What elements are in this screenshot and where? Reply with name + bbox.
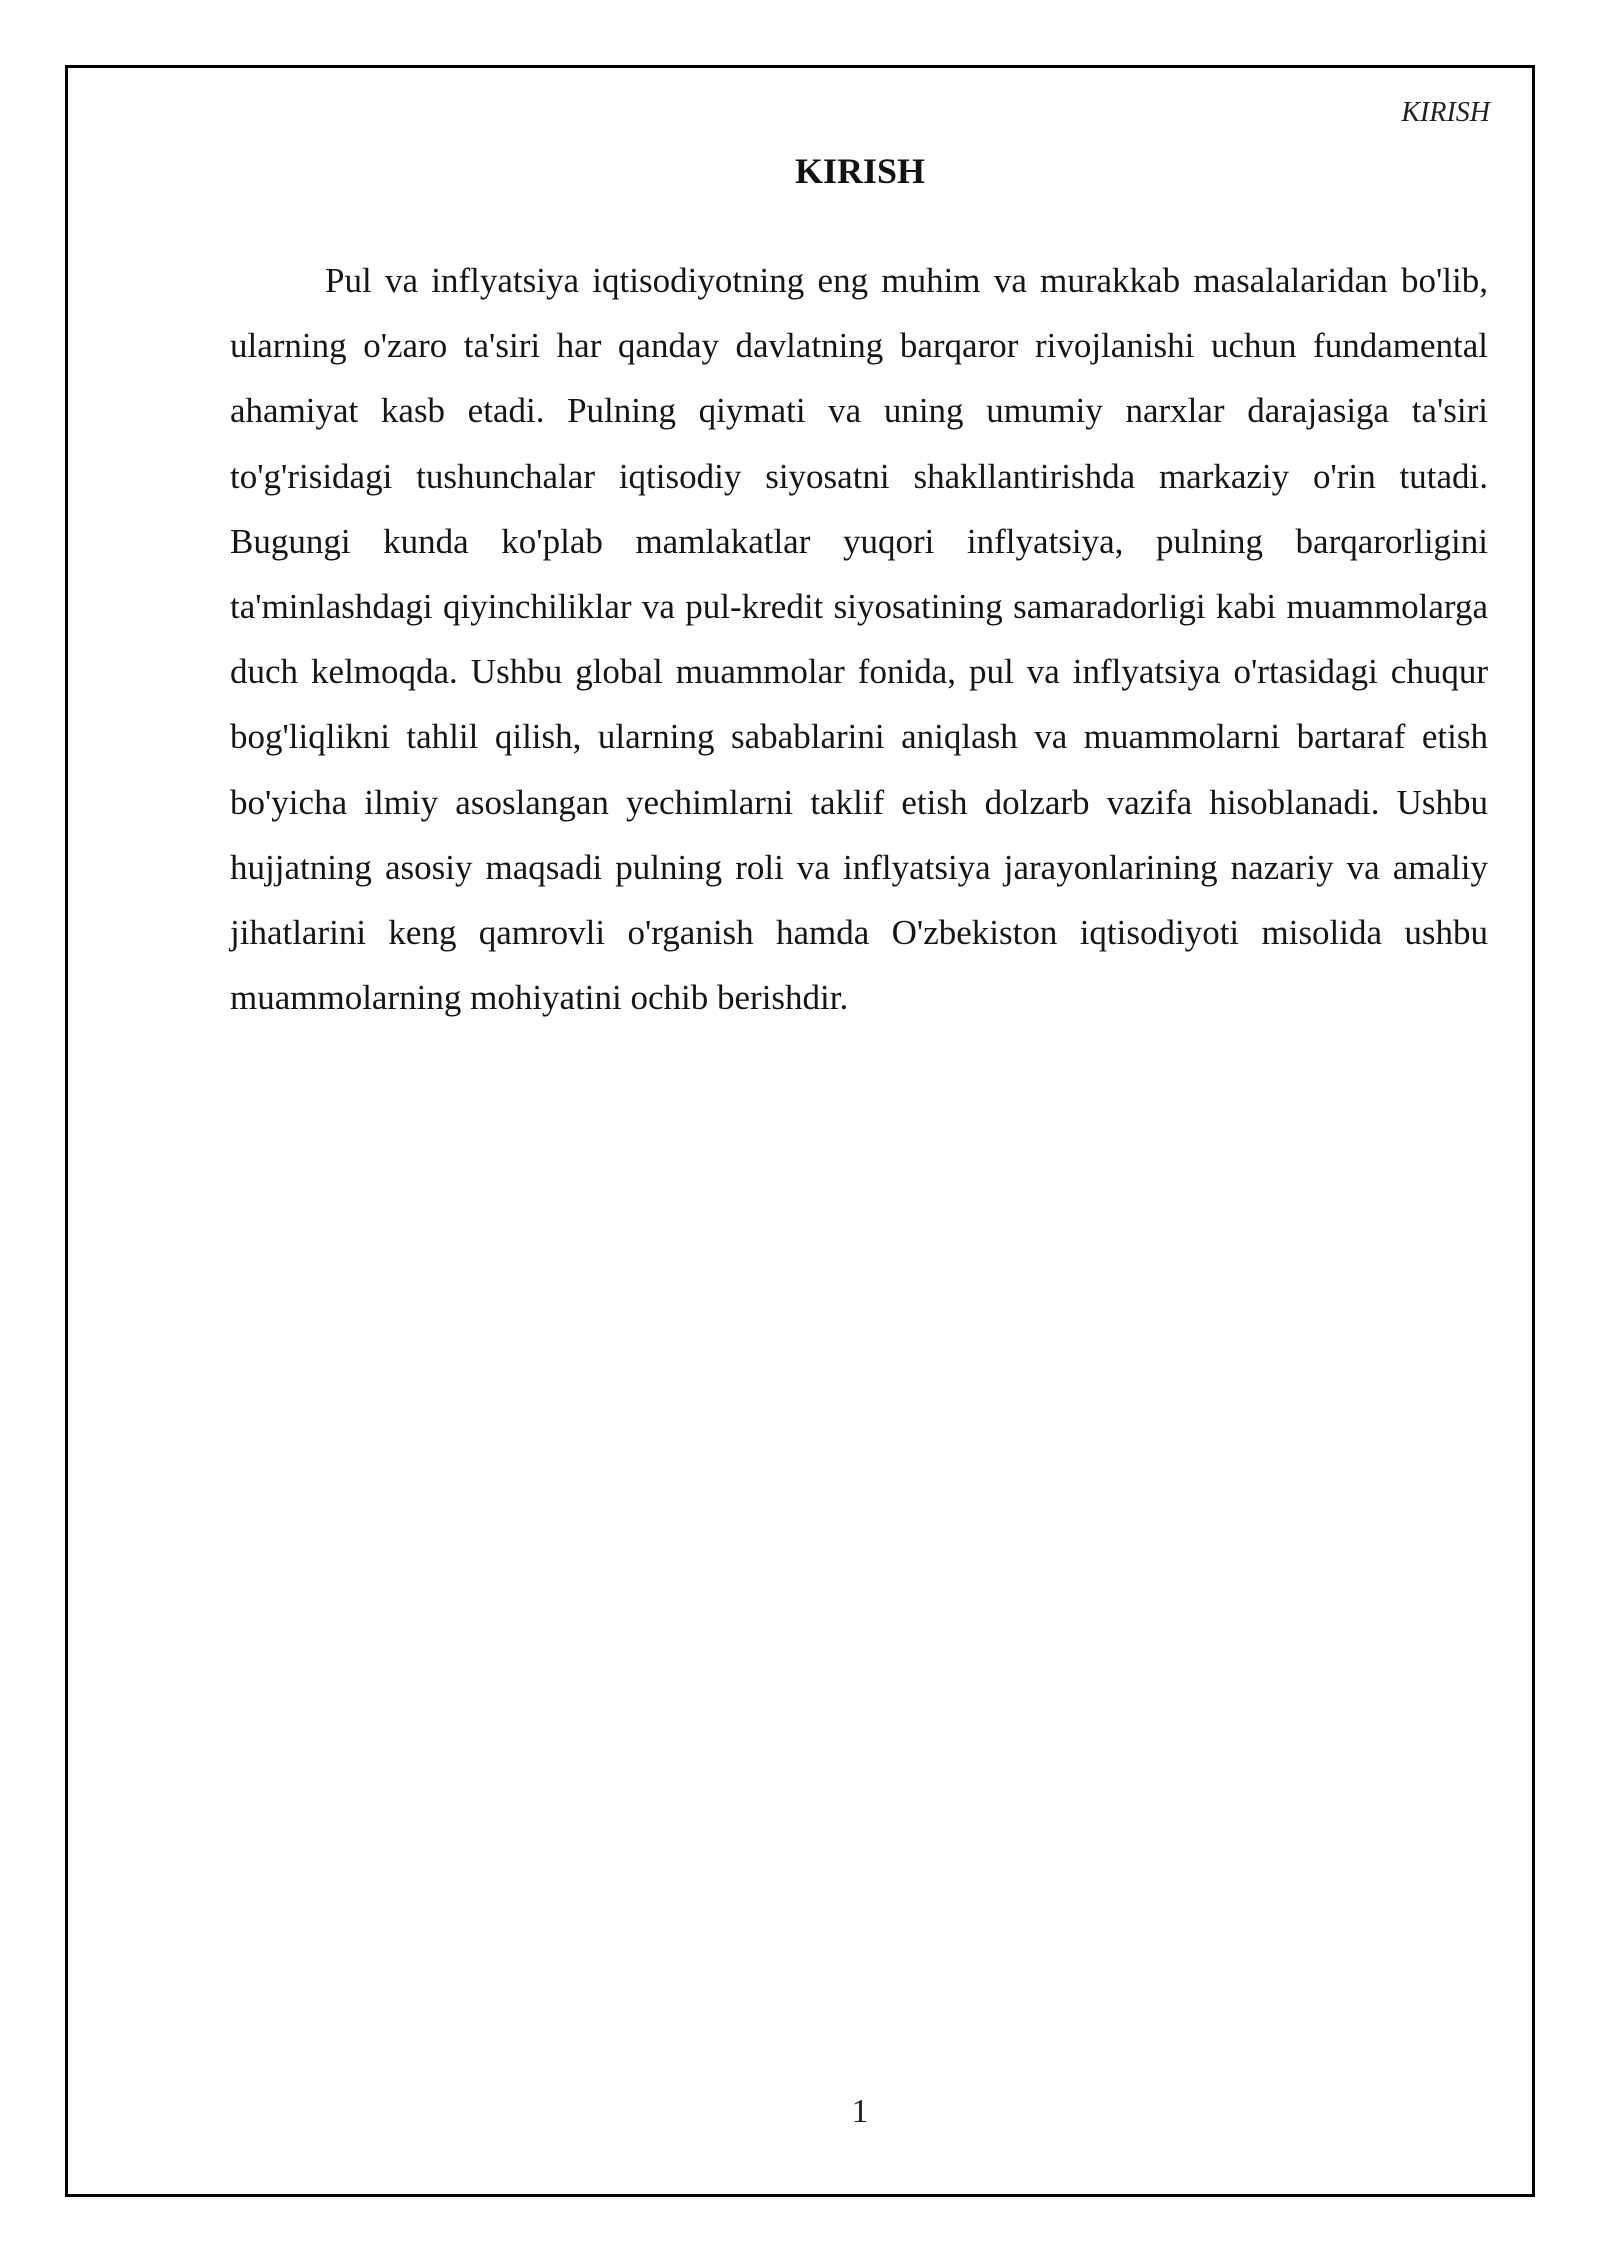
page-title: KIRISH [794,151,926,191]
page-number: 1 [851,2093,869,2130]
body-paragraph: Pul va inflyatsiya iqtisodiyotning eng muhim va murakkab masalalaridan bo'lib, ularning o'zaro ta'siri har qanday davlatning barqaror rivojlanishi uchun fundamental ahamiyat kasb etadi. Pulning qiymati va uning umumiy narxlar darajasiga ta'siri to'g'risidagi tushunchalar iqtisodiy siyosatni shakllantirishda markaziy o'rin tutadi. Bugungi kunda ko'plab mamlakatlar yuqori inflyatsiya, pulning barqarorligini ta'minlashdagi qiyinchiliklar va pul-kredit siyosatining samaradorligi kabi muammolarga duch kelmoqda. Ushbu global muammolar fonida, pul va inflyatsiya o'rtasidagi chuqur bog'liqlikni tahlil qilish, ularning sabablarini aniqlash va muammolarni bartaraf etish bo'yicha ilmiy asoslangan yechimlarni taklif etish dolzarb vazifa hisoblanadi. Ushbu hujjatning asosiy maqsadi pulning roli va inflyatsiya jarayonlarining nazariy va amaliy jihatlarini keng qamrovli o'rganish hamda O'zbekiston iqtisodiyoti misolida ushbu muammolarning mohiyatini ochib berishdir. [230,261,1488,1018]
running-header: KIRISH [1401,97,1490,128]
